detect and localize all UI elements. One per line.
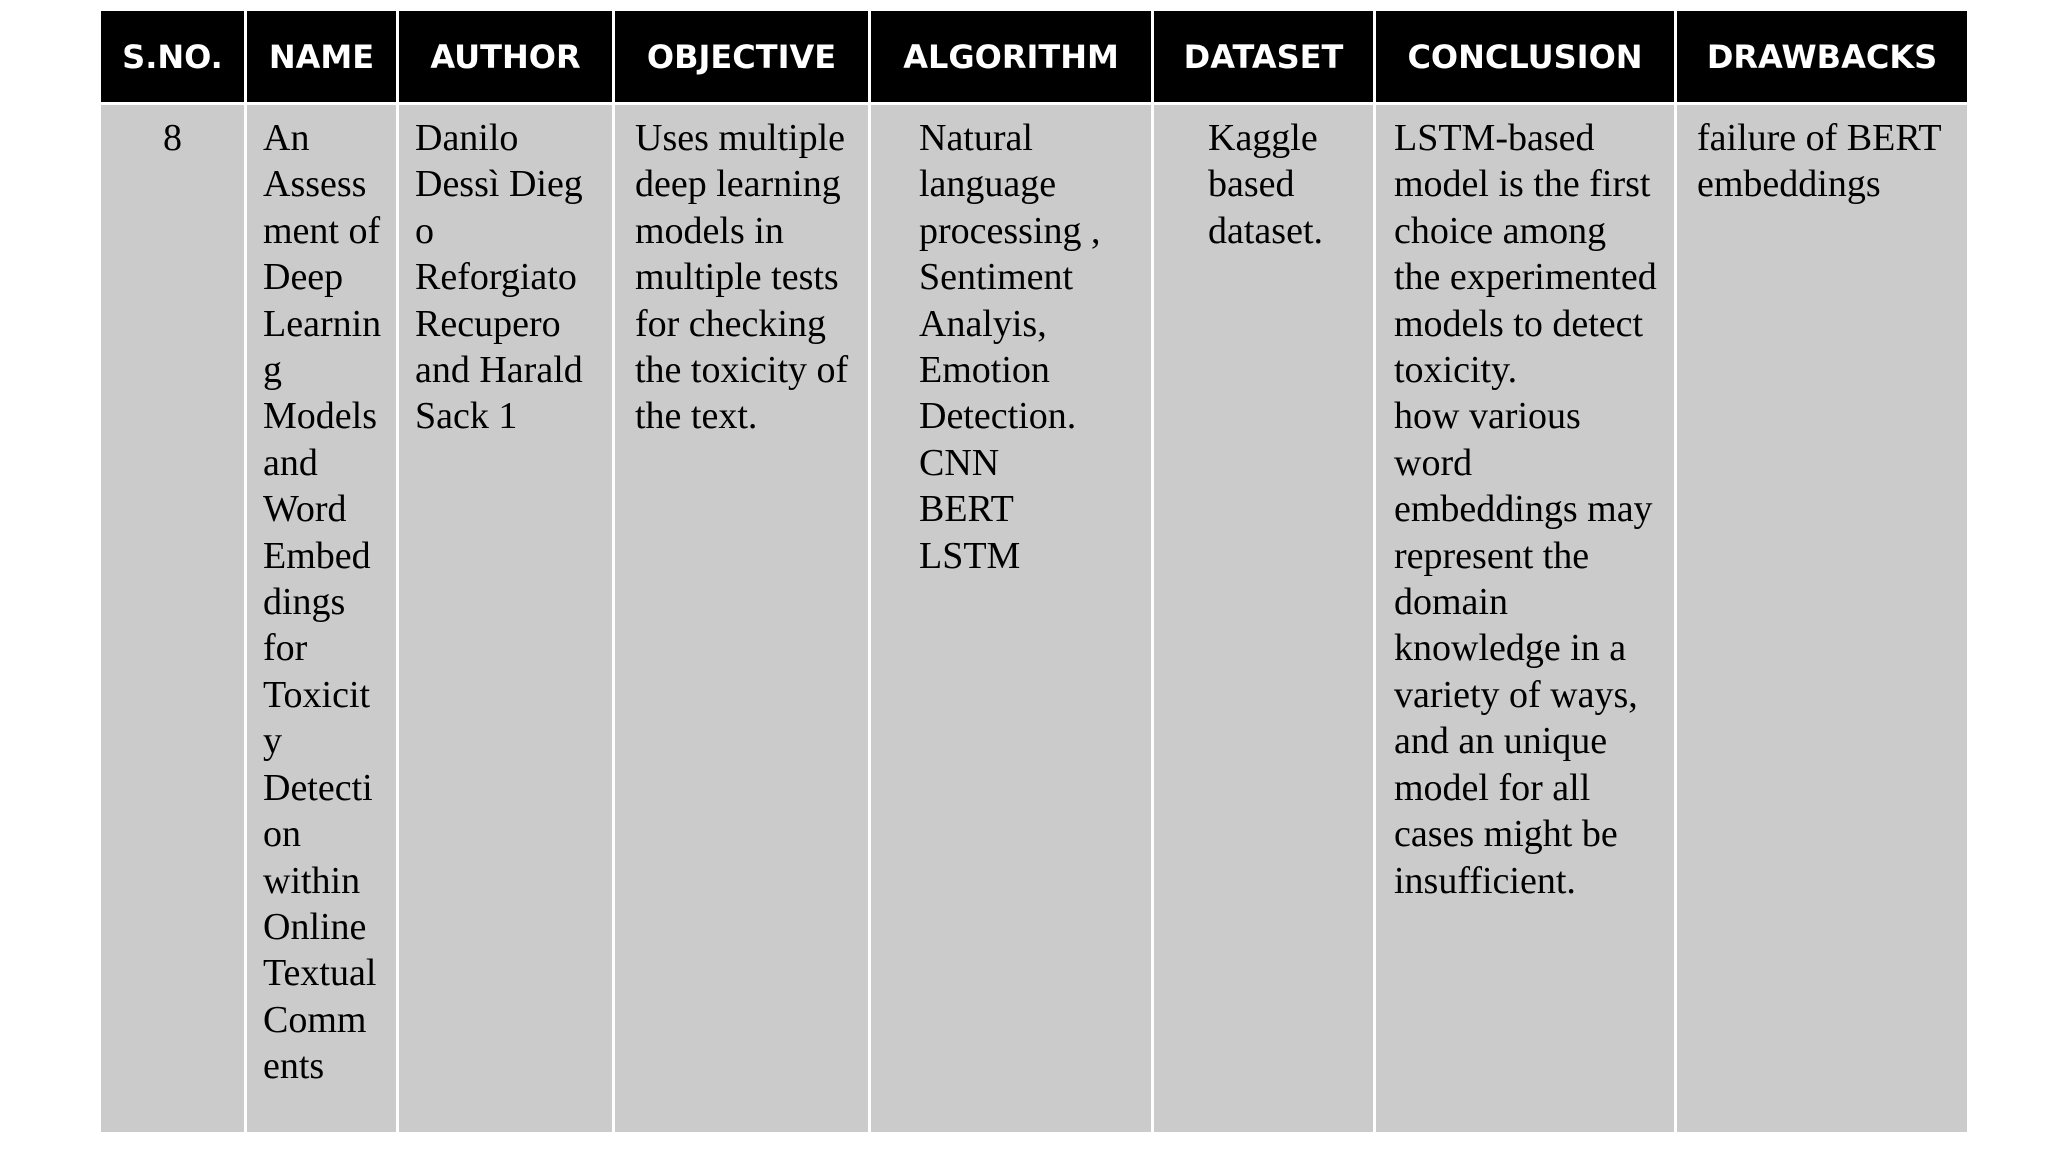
cell-dataset: Kaggle based dataset. [1153, 104, 1375, 1134]
cell-author: Danilo Dessì Dieg o Reforgiato Recupero and Harald Sack 1 [398, 104, 614, 1134]
header-sno: S.NO. [100, 10, 246, 104]
cell-name: An Assess ment of Deep Learnin g Models and Word Embed dings for Toxicit y Detecti on within Online Textual Comm ents [246, 104, 398, 1134]
header-drawbacks: DRAWBACKS [1676, 10, 1969, 104]
header-name: NAME [246, 10, 398, 104]
cell-sno: 8 [100, 104, 246, 1134]
header-row [100, 10, 1969, 104]
header-objective: OBJECTIVE [614, 10, 870, 104]
table-body [100, 104, 1969, 1134]
cell-objective: Uses multiple deep learning models in multiple tests for checking the toxicity of the text. [614, 104, 870, 1134]
cell-drawbacks: failure of BERT embeddings [1676, 104, 1969, 1134]
header-dataset: DATASET [1153, 10, 1375, 104]
header-algorithm: ALGORITHM [870, 10, 1153, 104]
header-author: AUTHOR [398, 10, 614, 104]
literature-survey-table [98, 8, 1970, 1135]
header-conclusion: CONCLUSION [1375, 10, 1676, 104]
table-header [100, 10, 1969, 104]
cell-algorithm: Natural language processing , Sentiment Analyis, Emotion Detection. CNN BERT LSTM [870, 104, 1153, 1134]
cell-conclusion: LSTM-based model is the first choice among the experimented models to detect toxicity. how various word embeddings may represent the domain knowledge in a variety of ways, and an unique model for all cases might be insufficient. [1375, 104, 1676, 1134]
table-row [100, 104, 1969, 1134]
